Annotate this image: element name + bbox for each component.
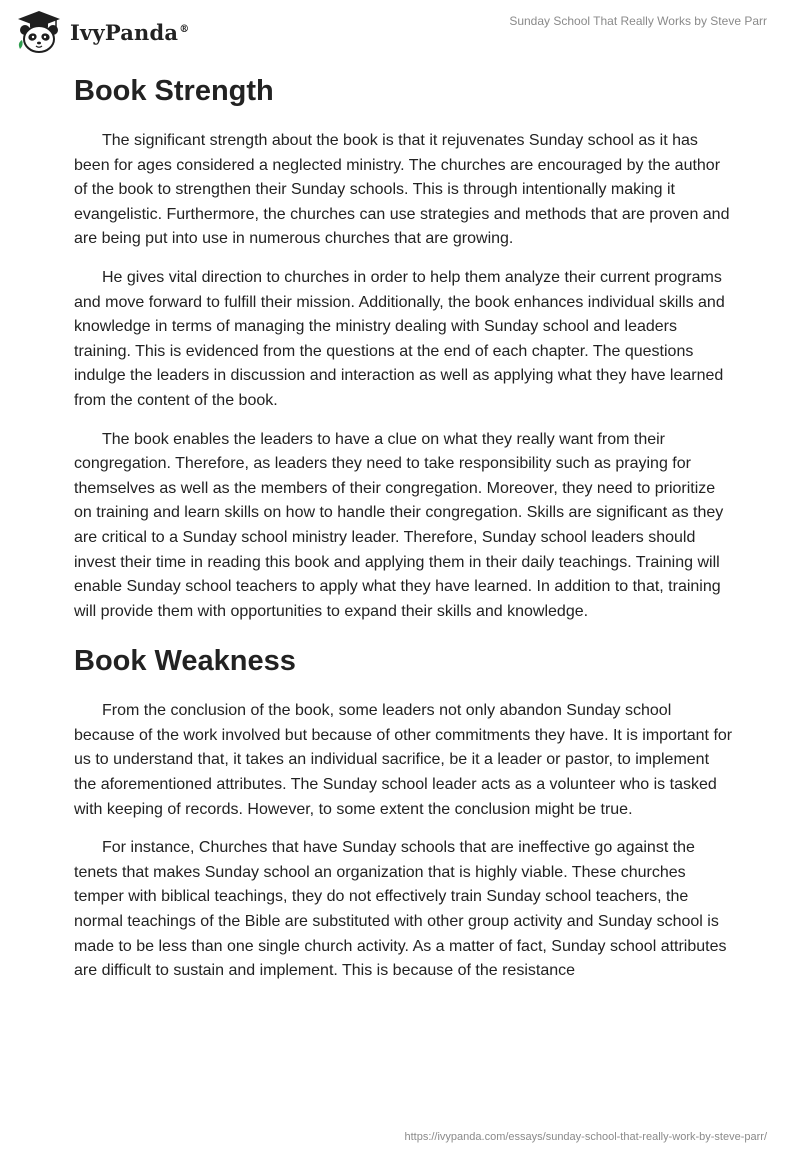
brand-name: IvyPanda® xyxy=(70,19,190,45)
essay-content xyxy=(74,68,734,998)
section-heading-weakness: Book Weakness xyxy=(74,645,296,678)
panda-graduation-cap-icon xyxy=(14,9,64,55)
ivypanda-logo[interactable] xyxy=(14,8,189,56)
registered-mark: ® xyxy=(179,23,190,35)
page-header xyxy=(0,0,800,62)
paragraph: He gives vital direction to churches in order to help them analyze their current programs and move forward to fulfill their mission. Additionally, the book enhances individual skills and knowledge in terms of managing the ministry dealing with Sunday school and leaders training. This is evidenced from the questions at the end of each chapter. The questions indulge the leaders in discussion and interaction as well as applying what they have learned from the content of the book. xyxy=(74,268,725,409)
paragraph: The significant strength about the book is that it rejuvenates Sunday school as it has been for ages considered a neglected ministry. The churches are encouraged by the author of the book to strengthen their Sunday schools. This is through intentionally making it evangelistic. Furthermore, the churches can use strategies and methods that are proven and are being put into use in numerous churches that are growing. xyxy=(74,132,730,248)
document-title: Sunday School That Really Works by Steve Parr xyxy=(509,14,767,28)
paragraph: The book enables the leaders to have a clue on what they really want from their congregation. Therefore, as leaders they need to take responsibility such as praying for themselves as well as the members of their congregation. Moreover, they need to prioritize on training and learn skills on how to handle their congregation. Skills are significant as they are critical to a Sunday school ministry leader. Therefore, Sunday school leaders should invest their time in reading this book and applying them in their daily teachings. Training will enable Sunday school teachers to apply what they have learned. In addition to that, training will provide them with opportunities to expand their skills and knowledge. xyxy=(74,430,724,620)
paragraph: For instance, Churches that have Sunday schools that are ineffective go against the tenets that makes Sunday school an organization that is highly viable. These churches temper with biblical teachings, they do not effectively train Sunday school teachers, the normal teachings of the Bible are substituted with other group activity and Sunday school is made to be less than one single church activity. As a matter of fact, Sunday school attributes are difficult to sustain and implement. This is because of the resistance xyxy=(74,839,727,980)
paragraph: From the conclusion of the book, some leaders not only abandon Sunday school because of the work involved but because of other commitments they have. It is important for us to understand that, it takes an individual sacrifice, be it a leader or pastor, to implement the aforementioned attributes. The Sunday school leader acts as a volunteer who is tasked with keeping of records. However, to some extent the conclusion might be true. xyxy=(74,702,733,818)
source-url[interactable]: https://ivypanda.com/essays/sunday-school-that-really-work-by-steve-parr/ xyxy=(404,1131,767,1143)
section-heading-strength: Book Strength xyxy=(74,75,274,107)
